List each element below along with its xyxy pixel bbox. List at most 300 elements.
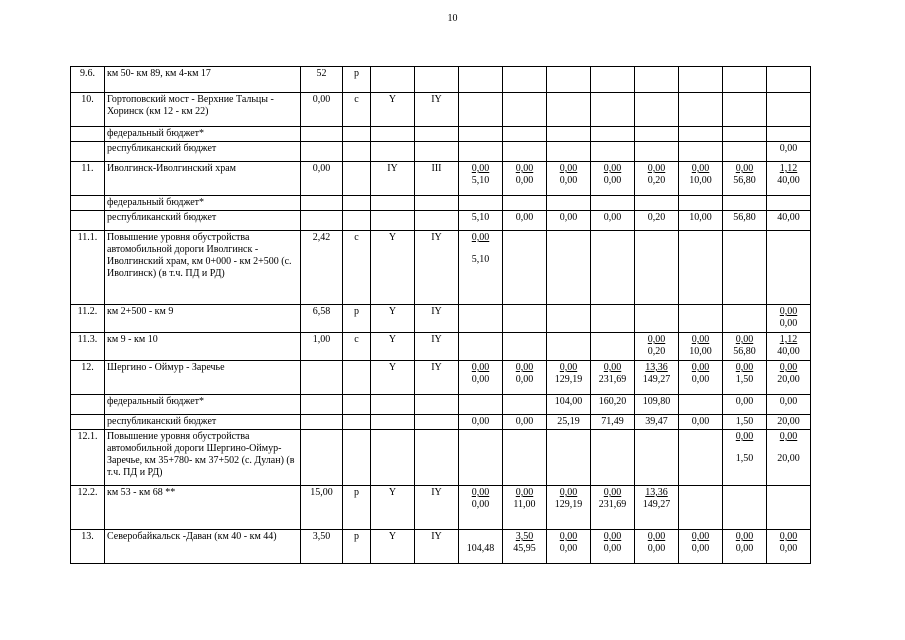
value-cell [547, 305, 591, 333]
category-target [415, 196, 459, 211]
value-top: 0,00 [779, 143, 798, 154]
value-cell [723, 333, 767, 361]
value-cell [503, 127, 547, 142]
row-number [71, 415, 105, 430]
value-cell [635, 361, 679, 395]
value-top: 0,00 [779, 431, 798, 442]
length [301, 415, 343, 430]
value-top: 0,00 [779, 362, 798, 373]
table-row [71, 67, 811, 93]
value-bottom: 231,69 [598, 374, 627, 385]
value-cell [679, 305, 723, 333]
value-top [725, 68, 764, 80]
value-top [505, 431, 544, 443]
value-top [505, 143, 544, 155]
value-bottom: 20,00 [777, 453, 800, 464]
value-top [681, 143, 720, 155]
value-top: 0,00 [471, 416, 490, 427]
value-top [549, 306, 588, 318]
table-row [71, 430, 811, 486]
value-top: 1,12 [779, 163, 798, 174]
value-top: 0,00 [515, 362, 534, 373]
category-current [371, 142, 415, 162]
value-top [549, 94, 588, 106]
value-top: 0,00 [603, 487, 622, 498]
value-top [769, 128, 808, 140]
value-cell [767, 67, 811, 93]
road-name: республиканский бюджет [105, 211, 301, 231]
row-number: 12.1. [71, 430, 105, 486]
value-cell [547, 231, 591, 305]
category-current [371, 127, 415, 142]
value-top [549, 197, 588, 209]
value-cell [591, 305, 635, 333]
value-bottom: 40,00 [777, 346, 800, 357]
value-cell [503, 93, 547, 127]
category-target [415, 430, 459, 486]
category-target: IY [415, 333, 459, 361]
value-top: 0,00 [471, 487, 490, 498]
value-cell [591, 67, 635, 93]
value-top: 0,00 [603, 362, 622, 373]
value-cell [767, 395, 811, 415]
value-cell [635, 305, 679, 333]
value-cell [723, 162, 767, 196]
surface-type: р [343, 67, 371, 93]
value-cell [767, 162, 811, 196]
category-target: IY [415, 93, 459, 127]
value-top [505, 68, 544, 80]
value-bottom: 0,00 [603, 175, 622, 186]
value-bottom: 0,00 [515, 175, 534, 186]
value-top: 0,00 [515, 416, 534, 427]
value-cell [679, 430, 723, 486]
value-top [681, 431, 720, 443]
length [301, 395, 343, 415]
value-cell [767, 486, 811, 530]
value-cell [547, 361, 591, 395]
value-top: 0,00 [471, 362, 490, 373]
category-target: III [415, 162, 459, 196]
value-cell [723, 486, 767, 530]
value-cell [635, 395, 679, 415]
road-name: Северобайкальск -Даван (км 40 - км 44) [105, 530, 301, 564]
value-bottom: 149,27 [642, 499, 671, 510]
category-target [415, 67, 459, 93]
value-top [637, 143, 676, 155]
surface-type [343, 211, 371, 231]
category-current: Y [371, 231, 415, 305]
value-top [593, 143, 632, 155]
budget-row [71, 127, 811, 142]
value-top [593, 232, 632, 244]
value-cell [459, 142, 503, 162]
value-cell [723, 361, 767, 395]
category-current [371, 67, 415, 93]
row-number: 11.2. [71, 305, 105, 333]
value-cell [767, 211, 811, 231]
value-top [461, 531, 500, 543]
value-cell [635, 162, 679, 196]
value-cell [723, 430, 767, 486]
value-top [593, 431, 632, 443]
category-current: Y [371, 530, 415, 564]
value-cell [679, 93, 723, 127]
category-target [415, 142, 459, 162]
value-top [637, 94, 676, 106]
category-current [371, 196, 415, 211]
row-number [71, 395, 105, 415]
value-top: 109,80 [642, 396, 671, 407]
value-cell [679, 211, 723, 231]
row-number: 13. [71, 530, 105, 564]
value-cell [679, 67, 723, 93]
value-cell [767, 231, 811, 305]
value-top [637, 431, 676, 443]
value-top: 1,50 [735, 416, 754, 427]
row-number: 12.2. [71, 486, 105, 530]
value-cell [547, 395, 591, 415]
value-cell [591, 162, 635, 196]
value-top [681, 94, 720, 106]
value-cell [503, 361, 547, 395]
value-bottom: 56,80 [733, 175, 756, 186]
length: 3,50 [301, 530, 343, 564]
category-current [371, 395, 415, 415]
surface-type: р [343, 486, 371, 530]
value-top [681, 197, 720, 209]
value-top [461, 94, 500, 106]
value-bottom: 0,00 [471, 374, 490, 385]
value-top [681, 68, 720, 80]
value-top [461, 68, 500, 80]
surface-type [343, 196, 371, 211]
value-top: 0,00 [471, 163, 490, 174]
value-top [725, 306, 764, 318]
value-top [681, 232, 720, 244]
value-cell [591, 231, 635, 305]
value-top: 13,36 [645, 362, 668, 373]
row-number [71, 211, 105, 231]
value-cell [503, 486, 547, 530]
value-top [505, 306, 544, 318]
length: 6,58 [301, 305, 343, 333]
value-cell [679, 333, 723, 361]
value-cell [503, 305, 547, 333]
budget-row [71, 211, 811, 231]
value-cell [767, 415, 811, 430]
value-cell [459, 211, 503, 231]
surface-type [343, 361, 371, 395]
road-name: Иволгинск-Иволгинский храм [105, 162, 301, 196]
category-target: IY [415, 530, 459, 564]
value-cell [591, 211, 635, 231]
value-bottom: 0,00 [779, 543, 798, 554]
value-top [681, 306, 720, 318]
road-name: федеральный бюджет* [105, 196, 301, 211]
value-top [681, 396, 720, 408]
length: 52 [301, 67, 343, 93]
value-cell [547, 67, 591, 93]
value-top [505, 128, 544, 140]
value-cell [591, 196, 635, 211]
value-cell [547, 93, 591, 127]
value-top: 0,00 [779, 396, 798, 407]
value-bottom: 231,69 [598, 499, 627, 510]
value-cell [723, 395, 767, 415]
category-target: IY [415, 361, 459, 395]
value-top [769, 68, 808, 80]
value-cell [459, 127, 503, 142]
category-target: IY [415, 231, 459, 305]
category-target: IY [415, 305, 459, 333]
value-top [681, 128, 720, 140]
value-cell [723, 231, 767, 305]
value-bottom: 1,50 [735, 453, 754, 464]
budget-row [71, 196, 811, 211]
table-row [71, 486, 811, 530]
value-bottom: 0,00 [779, 318, 798, 329]
value-top: 0,00 [735, 163, 754, 174]
budget-row [71, 395, 811, 415]
value-cell [679, 395, 723, 415]
value-cell [591, 430, 635, 486]
road-program-table [70, 66, 811, 564]
value-cell [635, 430, 679, 486]
value-cell [635, 196, 679, 211]
value-top [593, 334, 632, 346]
value-cell [547, 127, 591, 142]
value-cell [679, 127, 723, 142]
value-top [461, 431, 500, 443]
value-top [461, 334, 500, 346]
value-cell [459, 305, 503, 333]
surface-type: с [343, 93, 371, 127]
value-cell [503, 142, 547, 162]
value-cell [503, 395, 547, 415]
value-cell [679, 530, 723, 564]
road-name: км 50- км 89, км 4-км 17 [105, 67, 301, 93]
value-cell [723, 93, 767, 127]
table-row [71, 231, 811, 305]
value-top [769, 94, 808, 106]
table-row [71, 162, 811, 196]
length: 15,00 [301, 486, 343, 530]
value-top: 0,00 [691, 163, 710, 174]
value-top [593, 197, 632, 209]
value-bottom: 0,00 [559, 175, 578, 186]
value-cell [679, 361, 723, 395]
value-cell [547, 486, 591, 530]
value-top: 71,49 [601, 416, 624, 427]
category-current: Y [371, 305, 415, 333]
value-bottom: 11,00 [513, 499, 536, 510]
row-number [71, 142, 105, 162]
table-row [71, 333, 811, 361]
value-top [769, 487, 808, 499]
value-bottom: 0,00 [735, 543, 754, 554]
length: 0,00 [301, 93, 343, 127]
value-top [461, 306, 500, 318]
value-top [637, 232, 676, 244]
value-top [505, 334, 544, 346]
value-cell [547, 142, 591, 162]
row-number [71, 196, 105, 211]
value-top [549, 143, 588, 155]
value-top: 0,00 [691, 531, 710, 542]
value-cell [635, 211, 679, 231]
value-top [505, 94, 544, 106]
value-top [505, 232, 544, 244]
category-current [371, 211, 415, 231]
length [301, 211, 343, 231]
value-bottom: 0,00 [647, 543, 666, 554]
road-name: Гортоповский мост - Верхние Тальцы - Хоринск (км 12 - км 22) [105, 93, 301, 127]
value-top [769, 232, 808, 244]
value-cell [503, 333, 547, 361]
value-cell [723, 530, 767, 564]
value-top: 1,12 [779, 334, 798, 345]
row-number: 11.1. [71, 231, 105, 305]
value-top [505, 197, 544, 209]
category-current: Y [371, 486, 415, 530]
value-cell [547, 430, 591, 486]
category-target: IY [415, 486, 459, 530]
value-top: 0,00 [691, 416, 710, 427]
value-cell [679, 415, 723, 430]
road-name: республиканский бюджет [105, 415, 301, 430]
surface-type [343, 162, 371, 196]
category-current [371, 430, 415, 486]
value-top [725, 232, 764, 244]
category-target [415, 395, 459, 415]
value-bottom: 0,00 [691, 374, 710, 385]
row-number: 11. [71, 162, 105, 196]
value-cell [723, 305, 767, 333]
value-top: 0,00 [559, 487, 578, 498]
value-cell [459, 196, 503, 211]
value-cell [767, 93, 811, 127]
value-top [461, 128, 500, 140]
value-cell [547, 211, 591, 231]
road-name: Шергино - Оймур - Заречье [105, 361, 301, 395]
value-top: 0,00 [691, 334, 710, 345]
value-top: 0,00 [647, 334, 666, 345]
value-cell [679, 196, 723, 211]
value-top: 39,47 [645, 416, 668, 427]
value-cell [547, 333, 591, 361]
value-cell [679, 162, 723, 196]
value-top [593, 128, 632, 140]
value-cell [459, 430, 503, 486]
value-top [593, 306, 632, 318]
road-name: федеральный бюджет* [105, 127, 301, 142]
length [301, 361, 343, 395]
road-name: Повышение уровня обустройства автомобильной дороги Шергино-Оймур-Заречье, км 35+780- км 37+502 (с. Дулан) (в т.ч. ПД и РД) [105, 430, 301, 486]
value-bottom: 0,00 [471, 499, 490, 510]
table-row [71, 361, 811, 395]
surface-type: с [343, 231, 371, 305]
value-top: 56,80 [733, 212, 756, 223]
value-top [461, 197, 500, 209]
value-top: 0,00 [735, 431, 754, 442]
value-cell [547, 162, 591, 196]
value-top [725, 94, 764, 106]
road-name: Повышение уровня обустройства автомобильной дороги Иволгинск - Иволгинский храм, км 0+000 - км 2+500 (с. Иволгинск) (в т.ч. ПД и РД) [105, 231, 301, 305]
value-cell [547, 415, 591, 430]
row-number: 11.3. [71, 333, 105, 361]
value-top: 0,00 [647, 531, 666, 542]
value-top: 0,00 [515, 163, 534, 174]
value-cell [459, 395, 503, 415]
value-cell [459, 333, 503, 361]
value-cell [459, 93, 503, 127]
budget-row [71, 415, 811, 430]
value-cell [459, 361, 503, 395]
value-cell [503, 67, 547, 93]
value-cell [635, 415, 679, 430]
row-number [71, 127, 105, 142]
value-cell [635, 333, 679, 361]
value-cell [459, 486, 503, 530]
surface-type [343, 395, 371, 415]
value-cell [503, 211, 547, 231]
value-cell [723, 142, 767, 162]
value-cell [503, 415, 547, 430]
surface-type: р [343, 305, 371, 333]
value-bottom: 129,19 [554, 499, 583, 510]
category-target [415, 127, 459, 142]
value-cell [591, 93, 635, 127]
value-cell [591, 333, 635, 361]
value-top [681, 487, 720, 499]
value-top: 0,00 [779, 306, 798, 317]
category-current: Y [371, 333, 415, 361]
value-cell [591, 486, 635, 530]
value-cell [635, 530, 679, 564]
value-cell [635, 486, 679, 530]
value-top: 0,00 [691, 362, 710, 373]
length: 2,42 [301, 231, 343, 305]
surface-type: р [343, 530, 371, 564]
value-top: 20,00 [777, 416, 800, 427]
value-top [593, 68, 632, 80]
value-cell [723, 415, 767, 430]
value-cell [547, 530, 591, 564]
value-cell [591, 361, 635, 395]
value-bottom: 20,00 [777, 374, 800, 385]
value-top: 0,00 [647, 163, 666, 174]
value-top [725, 197, 764, 209]
length: 1,00 [301, 333, 343, 361]
value-top [725, 128, 764, 140]
value-cell [503, 430, 547, 486]
value-cell [767, 196, 811, 211]
table-row [71, 93, 811, 127]
length [301, 127, 343, 142]
value-bottom: 0,00 [691, 543, 710, 554]
value-top: 0,00 [515, 212, 534, 223]
value-top: 0,00 [515, 487, 534, 498]
page-number: 10 [447, 13, 458, 24]
value-top [725, 487, 764, 499]
surface-type [343, 415, 371, 430]
value-bottom: 149,27 [642, 374, 671, 385]
value-cell [459, 530, 503, 564]
road-name: км 2+500 - км 9 [105, 305, 301, 333]
row-number: 9.6. [71, 67, 105, 93]
value-top: 0,00 [603, 531, 622, 542]
